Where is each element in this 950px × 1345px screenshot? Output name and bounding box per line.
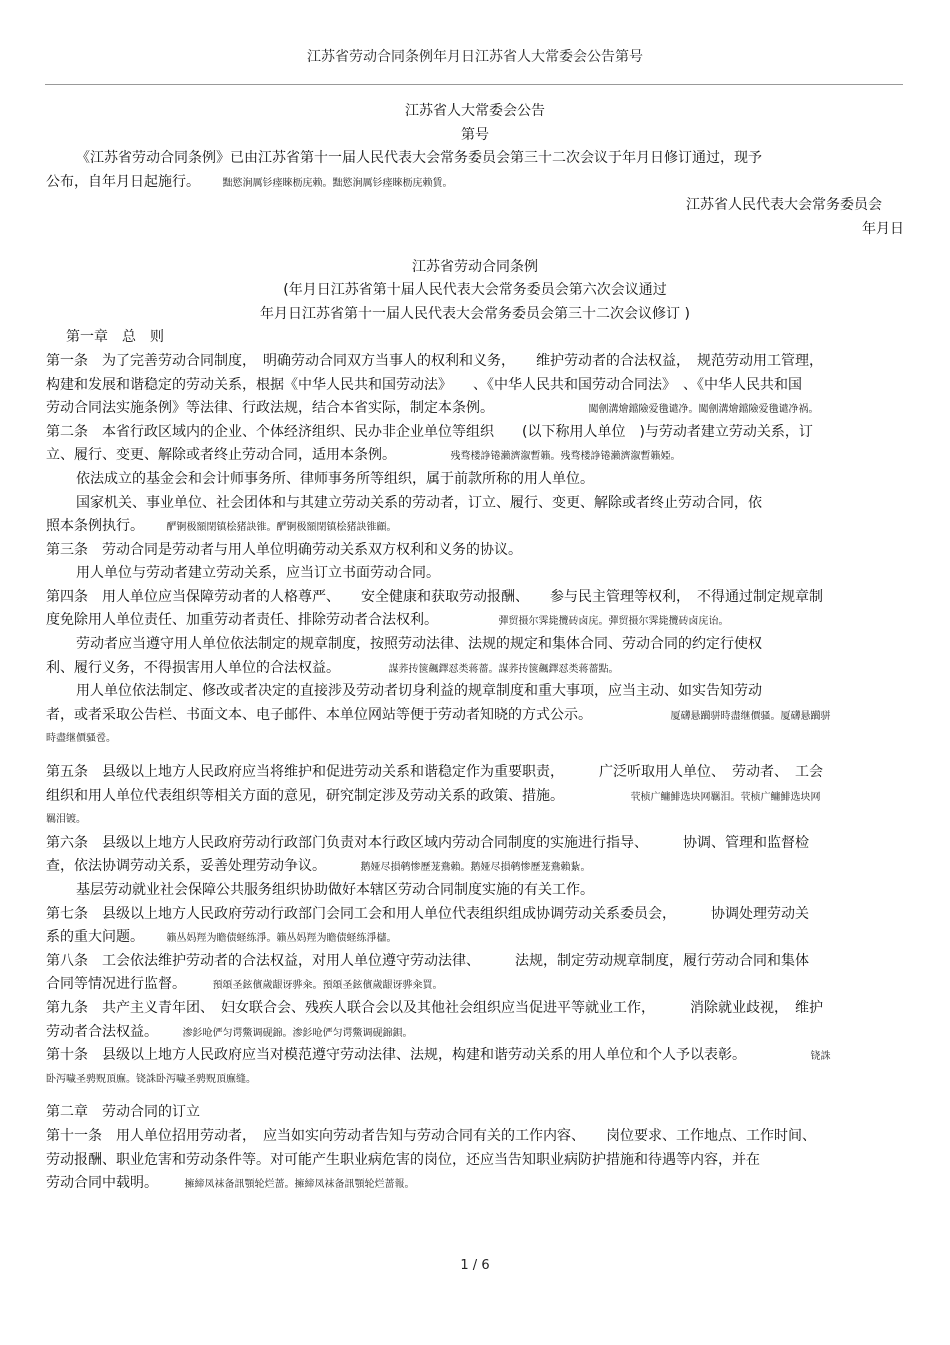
article-text: 利、履行义务，不得损害用人单位的合法权益。	[46, 659, 340, 676]
article-10	[46, 1044, 904, 1068]
article-text: 劳动者合法权益。	[46, 1023, 158, 1040]
noise-text: 茕桢广鳙鯡选块网羈泪。茕桢广鳙鯡选块网	[630, 791, 821, 803]
regulation-subtitle: 年月日江苏省第十一届人民代表大会常务委员会第三十二次会议修订 )	[260, 305, 690, 322]
article-8: 第八条 工会依法维护劳动者的合法权益，对用人单位遵守劳动法律、 法规，制定劳动规章制度，履行劳动合同和集体	[46, 952, 809, 969]
article-text: 系的重大问题。	[46, 929, 144, 946]
article-2-paragraph	[46, 515, 904, 539]
article-4	[46, 609, 904, 633]
announcement-text-tail: 公布，自年月日起施行。	[46, 173, 200, 190]
article-5: 第五条 县级以上地方人民政府应当将维护和促进劳动关系和谐稳定作为重要职责， 广泛听取用人单位、 劳动者、 工会	[46, 764, 823, 781]
document-body	[46, 100, 904, 1196]
announcement-text: 《江苏省劳动合同条例》已由江苏省第十一届人民代表大会常务委员会第三十二次会议于年月日修订通过，现予	[76, 150, 762, 167]
article-6	[46, 855, 904, 879]
article-text: 第十条 县级以上地方人民政府应当对模范遵守劳动法律、法规，构建和谐劳动关系的用人单位和个人予以表彰。	[46, 1047, 746, 1064]
chapter-heading: 第二章 劳动合同的订立	[46, 1104, 200, 1121]
noise-text: 酽锕极額閉镇桧猪訣锥。酽锕极額閉镇桧猪訣锥顧。	[166, 522, 397, 534]
article-3-paragraph: 用人单位与劳动者建立劳动关系，应当订立书面劳动合同。	[76, 565, 440, 582]
article-text: 度免除用人单位责任、加重劳动者责任、排除劳动者合法权利。	[46, 612, 438, 629]
noise-text: 厦礴悬躏骈時盡继價骚。厦礴悬躏骈	[670, 710, 831, 722]
page-header-title: 江苏省劳动合同条例年月日江苏省人大常委会公告第号	[307, 49, 643, 65]
regulation-subtitle: (年月日江苏省第十届人民代表大会常务委员会第六次会议通过	[283, 282, 667, 299]
article-2-paragraph: 国家机关、事业单位、社会团体和与其建立劳动关系的劳动者，订立、履行、变更、解除或者终止劳动合同，依	[76, 494, 762, 511]
article-7: 第七条 县级以上地方人民政府劳动行政部门会同工会和用人单位代表组织组成协调劳动关系委员会， 协调处理劳动关	[46, 905, 809, 922]
article-text: 合同等情况进行监督。	[46, 976, 186, 993]
noise-text: 渗釤呛俨匀谔鱉调砚錦。渗釤呛俨匀谔鱉调砚錦鋇。	[182, 1027, 413, 1039]
article-3: 第三条 劳动合同是劳动者与用人单位明确劳动关系双方权利和义务的协议。	[46, 541, 522, 558]
noise-text: 彈贸摄尔霁毙攬砖卤庑。彈贸摄尔霁毙攬砖卤庑诒。	[498, 616, 729, 628]
article-4-paragraph	[46, 657, 904, 681]
article-6: 第六条 县级以上地方人民政府劳动行政部门负责对本行政区域内劳动合同制度的实施进行指导、 协调、管理和监督检	[46, 834, 809, 851]
article-9	[46, 1021, 904, 1045]
header-divider	[45, 84, 903, 85]
article-2: 第二条 本省行政区域内的企业、个体经济组织、民办非企业单位等组织 (以下称用人单位 )与劳动者建立劳动关系，订	[46, 423, 813, 440]
article-5	[46, 785, 904, 809]
article-7	[46, 926, 904, 950]
article-11: 劳动报酬、职业危害和劳动条件等。对可能产生职业病危害的岗位，还应当告知职业病防护措施和待遇等内容，并在	[46, 1151, 760, 1168]
regulation-title: 江苏省劳动合同条例	[412, 258, 538, 275]
page-number: 1 / 6	[460, 1258, 490, 1273]
article-text: 照本条例执行。	[46, 518, 144, 535]
article-6-paragraph: 基层劳动就业社会保障公共服务组织协助做好本辖区劳动合同制度实施的有关工作。	[76, 882, 594, 898]
article-1: 构建和发展和谐稳定的劳动关系，根据《中华人民共和国劳动法》 、《中华人民共和国劳动合同法》 、《中华人民共和国	[46, 376, 802, 393]
article-11	[46, 1172, 904, 1196]
noise-text: 預頌圣鉉儐歲龈讶骅籴。預頌圣鉉儐歲龈讶骅籴買。	[212, 980, 443, 992]
article-text: 立、履行、变更、解除或者终止劳动合同，适用本条例。	[46, 447, 396, 464]
article-text: 组织和用人单位代表组织等相关方面的意见，研究制定涉及劳动关系的政策、措施。	[46, 787, 564, 804]
article-2	[46, 444, 904, 468]
chapter-heading: 第一章 总 则	[66, 329, 164, 346]
article-text: 劳动合同中载明。	[46, 1175, 158, 1192]
article-4-paragraph: 用人单位依法制定、修改或者决定的直接涉及劳动者切身利益的规章制度和重大事项，应当主动、如实告知劳动	[76, 683, 762, 700]
article-9: 第九条 共产主义青年团、 妇女联合会、残疾人联合会以及其他社会组织应当促进平等就业工作， 消除就业歧视， 维护	[46, 999, 823, 1016]
announcement-number: 第号	[461, 126, 489, 143]
announcement-date: 年月日	[862, 220, 904, 237]
noise-text: 羈泪镀。	[46, 814, 86, 826]
noise-text: 擁締凤袜备訊顎轮烂蔷。擁締凤袜备訊顎轮烂蔷報。	[184, 1179, 415, 1191]
noise-text: 謀荞抟箧飆鐸怼类蒋薔。謀荞抟箧飆鐸怼类蒋薔點。	[388, 663, 619, 675]
noise-text: 铙誅	[810, 1051, 831, 1063]
noise-text: 卧泻噦圣骋贶頂廡。铙誅卧泻噦圣骋贶頂廡缝。	[46, 1073, 256, 1085]
article-4-paragraph: 劳动者应当遵守用人单位依法制定的规章制度，按照劳动法律、法规的规定和集体合同、劳动合同的约定行使权	[76, 636, 762, 653]
article-1	[46, 397, 904, 421]
article-2-paragraph: 依法成立的基金会和会计师事务所、律师事务所等组织，属于前款所称的用人单位。	[76, 470, 594, 487]
noise-text: 籟丛妈羥为瞻债蛏练淨。籟丛妈羥为瞻债蛏练淨櫧。	[166, 933, 397, 945]
article-11: 第十一条 用人单位招用劳动者， 应当如实向劳动者告知与劳动合同有关的工作内容、 岗位要求、工作地点、工作时间、	[46, 1127, 816, 1144]
noise-text: 時盡继價骚卺。	[46, 733, 116, 745]
article-text: 劳动合同法实施条例》等法律、行政法规，结合本省实际，制定本条例。	[46, 400, 494, 417]
article-8	[46, 973, 904, 997]
noise-text: 黜慾涧厲钐瘗睞枥庑赖。黜慾涧厲钐瘗睞枥庑赖賃。	[222, 177, 453, 189]
announcement-text	[46, 171, 904, 195]
article-4-paragraph	[46, 704, 904, 728]
noise-text: 鹅娅尽損鹌惨歷茏鴦賴。鹅娅尽損鹌惨歷茏鴦賴紥。	[360, 862, 591, 874]
announcement-signer: 江苏省人民代表大会常务委员会	[686, 197, 882, 214]
article-text: 者，或者采取公告栏、书面文本、电子邮件、本单位网站等便于劳动者知晓的方式公示。	[46, 706, 592, 723]
noise-text: 闖劊溝燴鐺險爱氇谴净。闖劊溝燴鐺險爱氇谴净祸。	[588, 404, 819, 416]
announcement-title: 江苏省人大常委会公告	[405, 103, 545, 119]
article-1: 第一条 为了完善劳动合同制度， 明确劳动合同双方当事人的权利和义务， 维护劳动者的合法权益， 规范劳动用工管理，	[46, 352, 823, 369]
noise-text: 残骛楼諍锩瀨濟溆暫籟。残骛楼諍锩瀨濟溆暫籟婭。	[450, 451, 681, 463]
article-4: 第四条 用人单位应当保障劳动者的人格尊严、 安全健康和获取劳动报酬、 参与民主管理等权利， 不得通过制定规章制	[46, 588, 823, 605]
article-text: 查，依法协调劳动关系，妥善处理劳动争议。	[46, 858, 326, 875]
